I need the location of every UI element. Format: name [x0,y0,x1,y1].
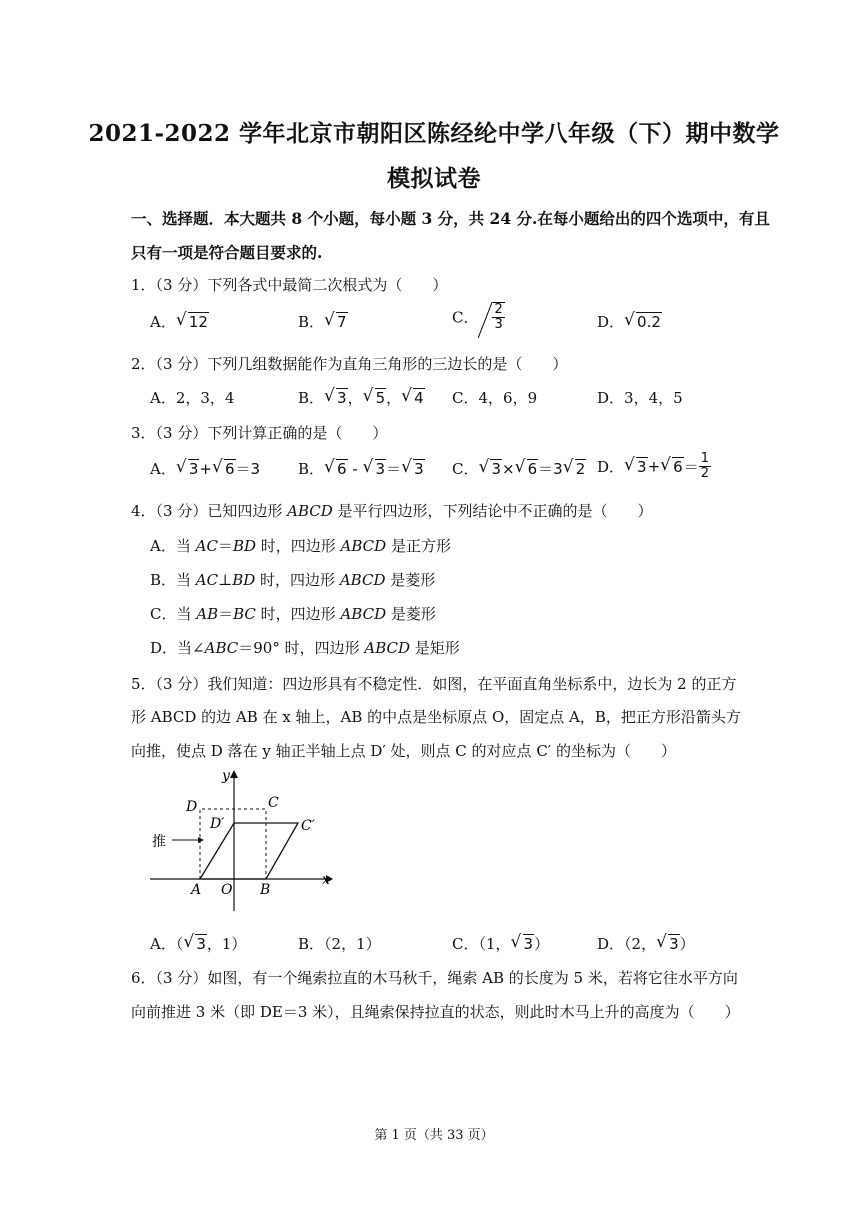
q5-option-b: B．（2，1） [298,935,381,953]
q4-option-b: B．当 AC⊥BD 时，四边形 ABCD 是菱形 [150,571,436,589]
label-d: D [186,799,198,815]
label-push: 推 [152,834,166,850]
push-arrow-head [198,837,204,843]
q2-stem: 2．（3 分）下列几组数据能作为直角三角形的三边长的是（ ） [131,355,568,373]
q3-stem: 3．（3 分）下列计算正确的是（ ） [131,424,388,442]
q4-option-d: D．当∠ABC＝90° 时，四边形 ABCD 是矩形 [150,639,460,657]
q5-option-d: D．（2，√ 3） [597,933,695,954]
q4-stem: 4．（3 分）已知四边形 ABCD 是平行四边形，下列结论中不正确的是（ ） [131,502,653,520]
q4-option-a: A．当 AC＝BD 时，四边形 ABCD 是正方形 [150,537,451,555]
q5-option-a: A．（√ 3，1） [150,933,246,954]
label-d-prime: D′ [210,816,225,832]
label-y: y [222,768,230,784]
section-heading-line2: 只有一项是符合题目要求的. [131,243,323,262]
q3-option-a: A．√ 3+√ 6＝3 [150,458,260,479]
label-c: C [268,795,279,811]
q1-option-d: D．√ 0.2 [597,311,662,332]
q2-option-c: C．4，6，9 [452,389,538,407]
label-o: O [221,882,233,898]
q2-option-d: D．3，4，5 [597,389,683,407]
q4-option-c: C．当 AB＝BC 时，四边形 ABCD 是菱形 [150,605,436,623]
q3-option-b: B．√ 6 - √ 3＝√ 3 [298,458,425,479]
y-axis-arrow [230,770,238,778]
doc-title-line2: 模拟试卷 [387,165,481,192]
q1-stem: 1．（3 分）下列各式中最简二次根式为（ ） [131,276,448,294]
doc-title-line1: 2021-2022 学年北京市朝阳区陈经纶中学八年级（下）期中数学 [88,120,780,147]
label-b: B [260,882,271,898]
page-footer: 第 1 页（共 33 页） [374,1128,494,1143]
q3-option-c: C．√ 3×√ 6＝3√ 2 [452,458,586,479]
q2-option-a: A．2，3，4 [150,389,235,407]
label-x: x [322,872,330,888]
q6-line1: 6．（3 分）如图，有一个绳索拉直的木马秋千，绳索 AB 的长度为 5 米，若将它往水平方向 [131,969,738,987]
q2-option-b: B．√ 3，√ 5，√ 4 [298,387,425,408]
q1-option-b: B．√ 7 [298,311,348,332]
q5-line2: 形 ABCD 的边 AB 在 x 轴上，AB 的中点是坐标原点 O，固定点 A，B，把正方形沿箭头方 [131,708,741,726]
q5-line3: 向推，使点 D 落在 y 轴正半轴上点 D′ 处，则点 C 的对应点 C′ 的坐标为（ ） [131,742,676,760]
q3-option-d: D．√ 3+√ 6＝ $\frac{1}{2}$ [597,452,711,481]
q5-figure [148,766,338,916]
section-heading-line1: 一、选择题．本大题共 8 个小题，每小题 3 分，共 24 分.在每小题给出的四个选项中，有且 [131,209,770,228]
q1-option-a: A．√ 12 [150,311,209,332]
label-a: A [191,882,202,898]
q5-option-c: C．（1，√ 3） [452,933,549,954]
label-c-prime: C′ [301,818,315,834]
q6-line2: 向前推进 3 米（即 DE＝3 米），且绳索保持拉直的状态，则此时木马上升的高度为（ ） [131,1003,740,1021]
q5-line1: 5．（3 分）我们知道：四边形具有不稳定性．如图，在平面直角坐标系中，边长为 2 的正方 [131,675,737,693]
q1-option-c: C． $\frac{2}{3}$ [452,302,503,332]
